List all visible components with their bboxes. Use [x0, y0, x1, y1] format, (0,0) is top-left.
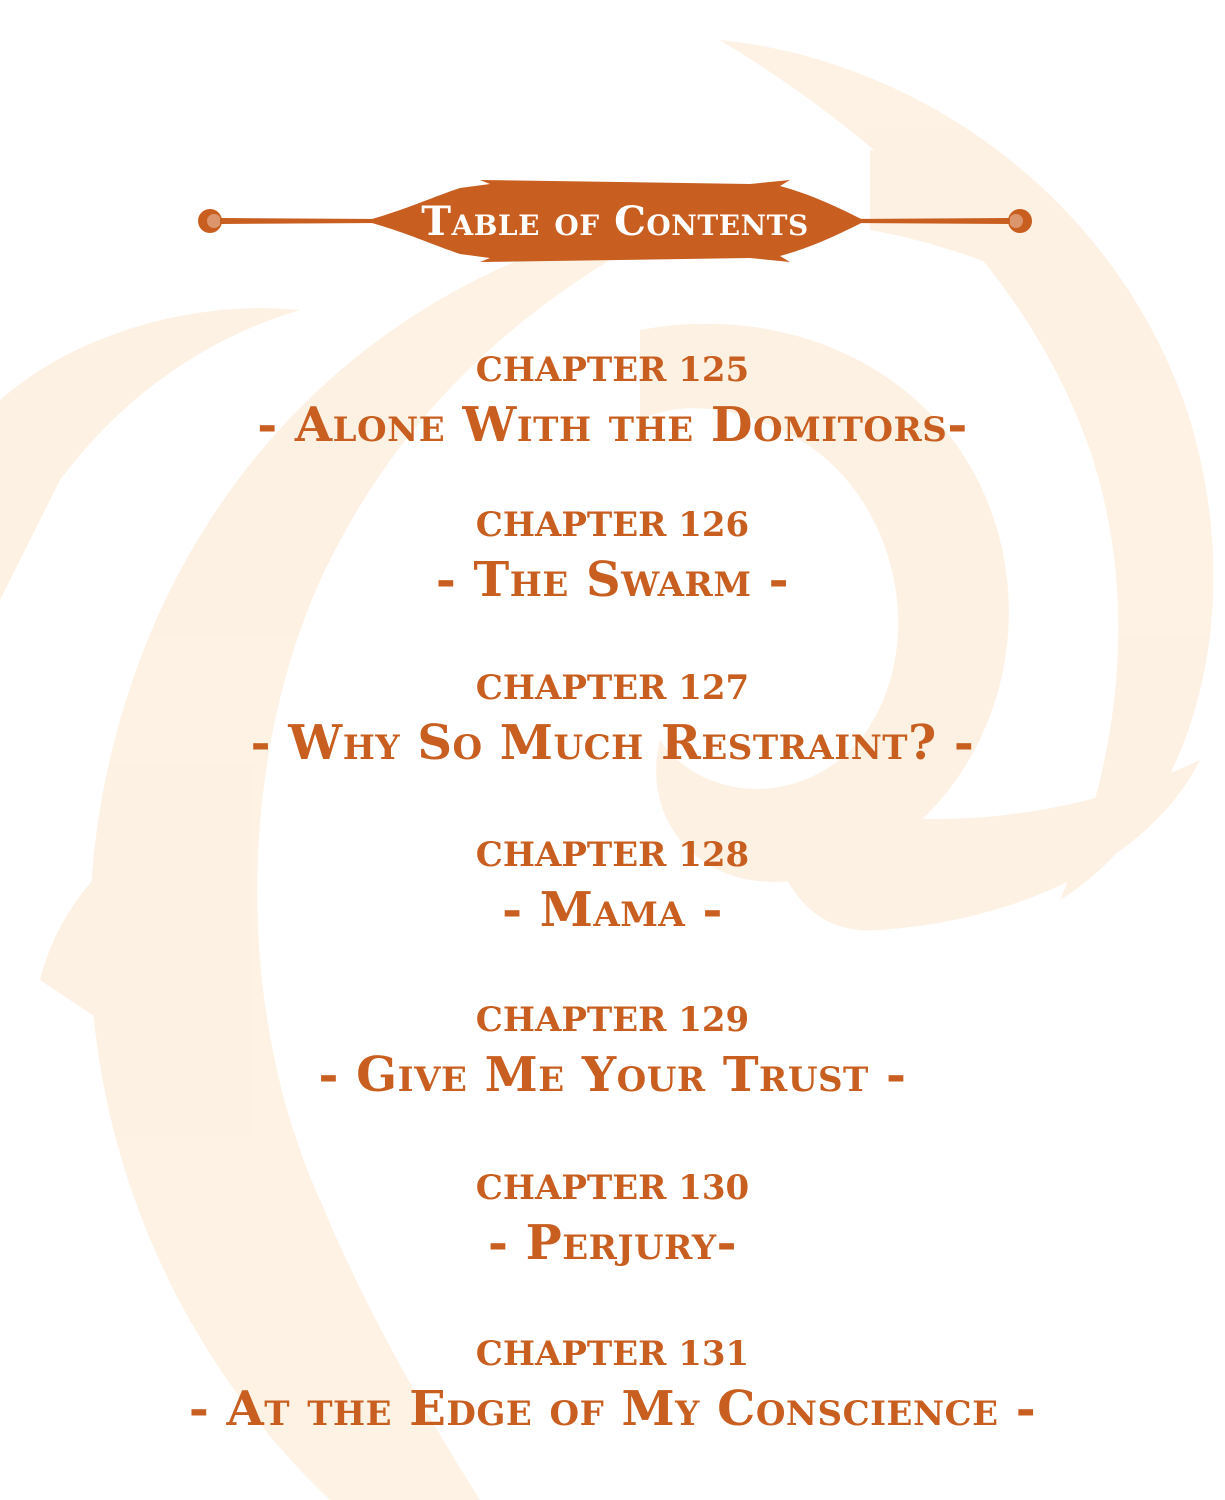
chapter-label: CHAPTER 125	[475, 350, 750, 390]
toc-entry[interactable]	[0, 835, 1225, 939]
chapter-title: - Why So Much Restraint? -	[250, 715, 975, 771]
chapter-label: CHAPTER 129	[475, 1000, 750, 1040]
chapter-label: CHAPTER 128	[475, 835, 750, 875]
toc-entry[interactable]	[0, 1334, 1225, 1438]
chapter-title: - Mama -	[502, 882, 723, 938]
chapter-title: - Give Me Your Trust -	[318, 1047, 907, 1103]
chapter-title: - The Swarm -	[435, 552, 790, 608]
toc-entry[interactable]	[0, 505, 1225, 609]
chapter-label: CHAPTER 127	[475, 668, 750, 708]
toc-entry[interactable]	[0, 668, 1225, 772]
chapter-label: CHAPTER 131	[475, 1334, 750, 1374]
chapter-title: - Alone With the Domitors-	[257, 397, 968, 453]
chapter-label: CHAPTER 130	[475, 1168, 750, 1208]
chapter-label: CHAPTER 126	[475, 505, 750, 545]
toc-entry[interactable]	[0, 1168, 1225, 1272]
toc-entry[interactable]	[0, 350, 1225, 454]
header-banner	[190, 170, 1040, 275]
chapter-title: - Perjury-	[487, 1215, 738, 1271]
chapter-title: - At the Edge of My Conscience -	[188, 1381, 1037, 1437]
page-title: Table of Contents	[421, 198, 809, 245]
toc-entry[interactable]	[0, 1000, 1225, 1104]
